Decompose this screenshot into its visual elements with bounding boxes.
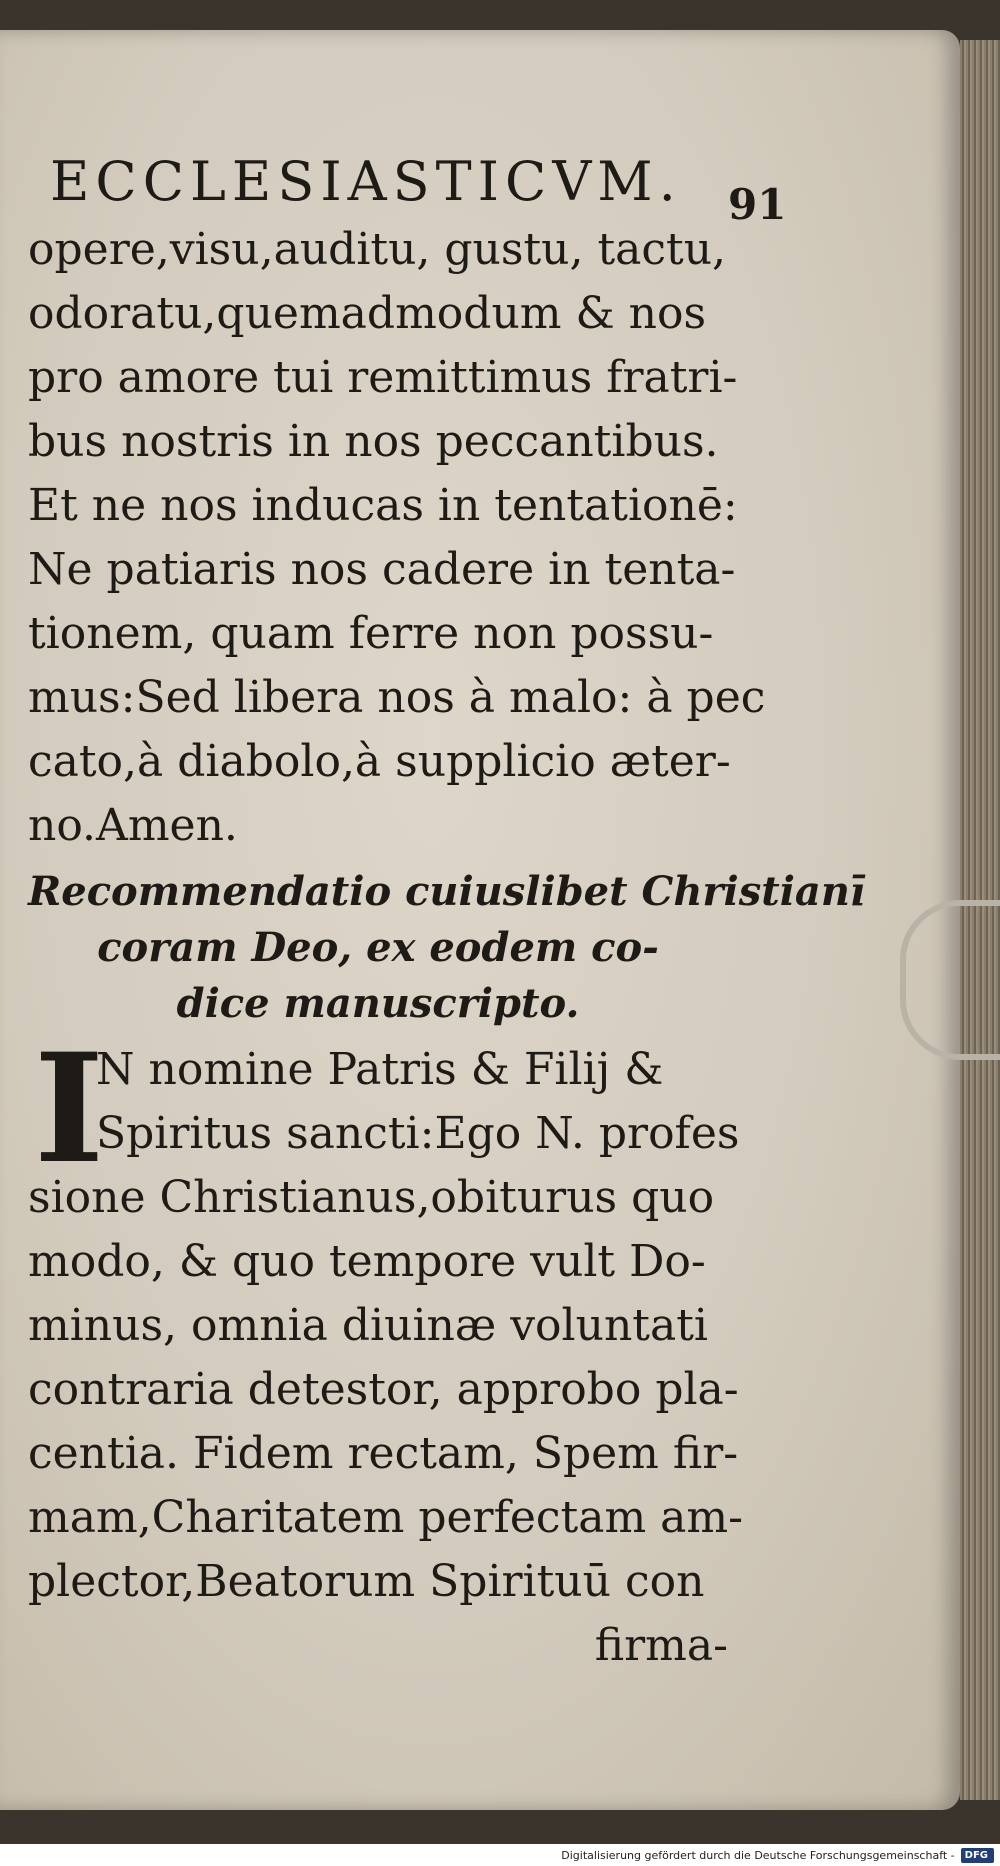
section-heading-line: coram Deo, ex eodem co- <box>97 924 659 971</box>
text-line: N nomine Patris & Filij & <box>96 1044 664 1095</box>
text-line: cato,à diabolo,à supplicio æter- <box>28 736 731 787</box>
text-line: Spiritus sancti:Ego N. profes <box>96 1108 740 1159</box>
catchword: firma- <box>594 1620 728 1671</box>
text-line: opere,visu,auditu, gustu, tactu, <box>28 224 727 275</box>
text-line: plector,Beatorum Spirituū con <box>28 1556 705 1607</box>
text-line: Et ne nos inducas in tentationē: <box>28 480 738 531</box>
text-line: no.Amen. <box>28 800 238 851</box>
page-number: 91 <box>728 180 787 229</box>
drop-cap: I <box>34 1021 105 1197</box>
text-line: mus:Sed libera nos à malo: à pec <box>28 672 766 723</box>
digitization-footer <box>0 1844 1000 1866</box>
footer-text: Digitalisierung gefördert durch die Deutsche Forschungsgemeinschaft - <box>561 1848 955 1862</box>
paragraph-start <box>28 1021 740 1197</box>
text-block <box>28 218 866 1678</box>
section-heading-line: dice manuscripto. <box>176 980 580 1027</box>
text-line: centia. Fidem rectam, Spem fir- <box>28 1428 739 1479</box>
text-line: contraria detestor, approbo pla- <box>28 1364 739 1415</box>
text-line: tionem, quam ferre non possu- <box>28 608 714 659</box>
text-line: minus, omnia diuinæ voluntati <box>28 1300 708 1351</box>
page-clip <box>900 900 1000 1060</box>
text-line: pro amore tui remittimus fratri- <box>28 352 738 403</box>
text-line: odoratu,quemadmodum & nos <box>28 288 707 339</box>
section-heading-line: Recommendatio cuiuslibet Christianī <box>28 868 866 915</box>
running-header: ECCLESIASTICVM. <box>50 150 682 213</box>
text-line: sione Christianus,obiturus quo <box>28 1172 715 1223</box>
text-line: Ne patiaris nos cadere in tenta- <box>28 544 736 595</box>
text-line: mam,Charitatem perfectam am- <box>28 1492 743 1543</box>
text-line: bus nostris in nos peccantibus. <box>28 416 719 467</box>
dfg-logo-icon: DFG <box>961 1848 994 1863</box>
text-line: modo, & quo tempore vult Do- <box>28 1236 706 1287</box>
